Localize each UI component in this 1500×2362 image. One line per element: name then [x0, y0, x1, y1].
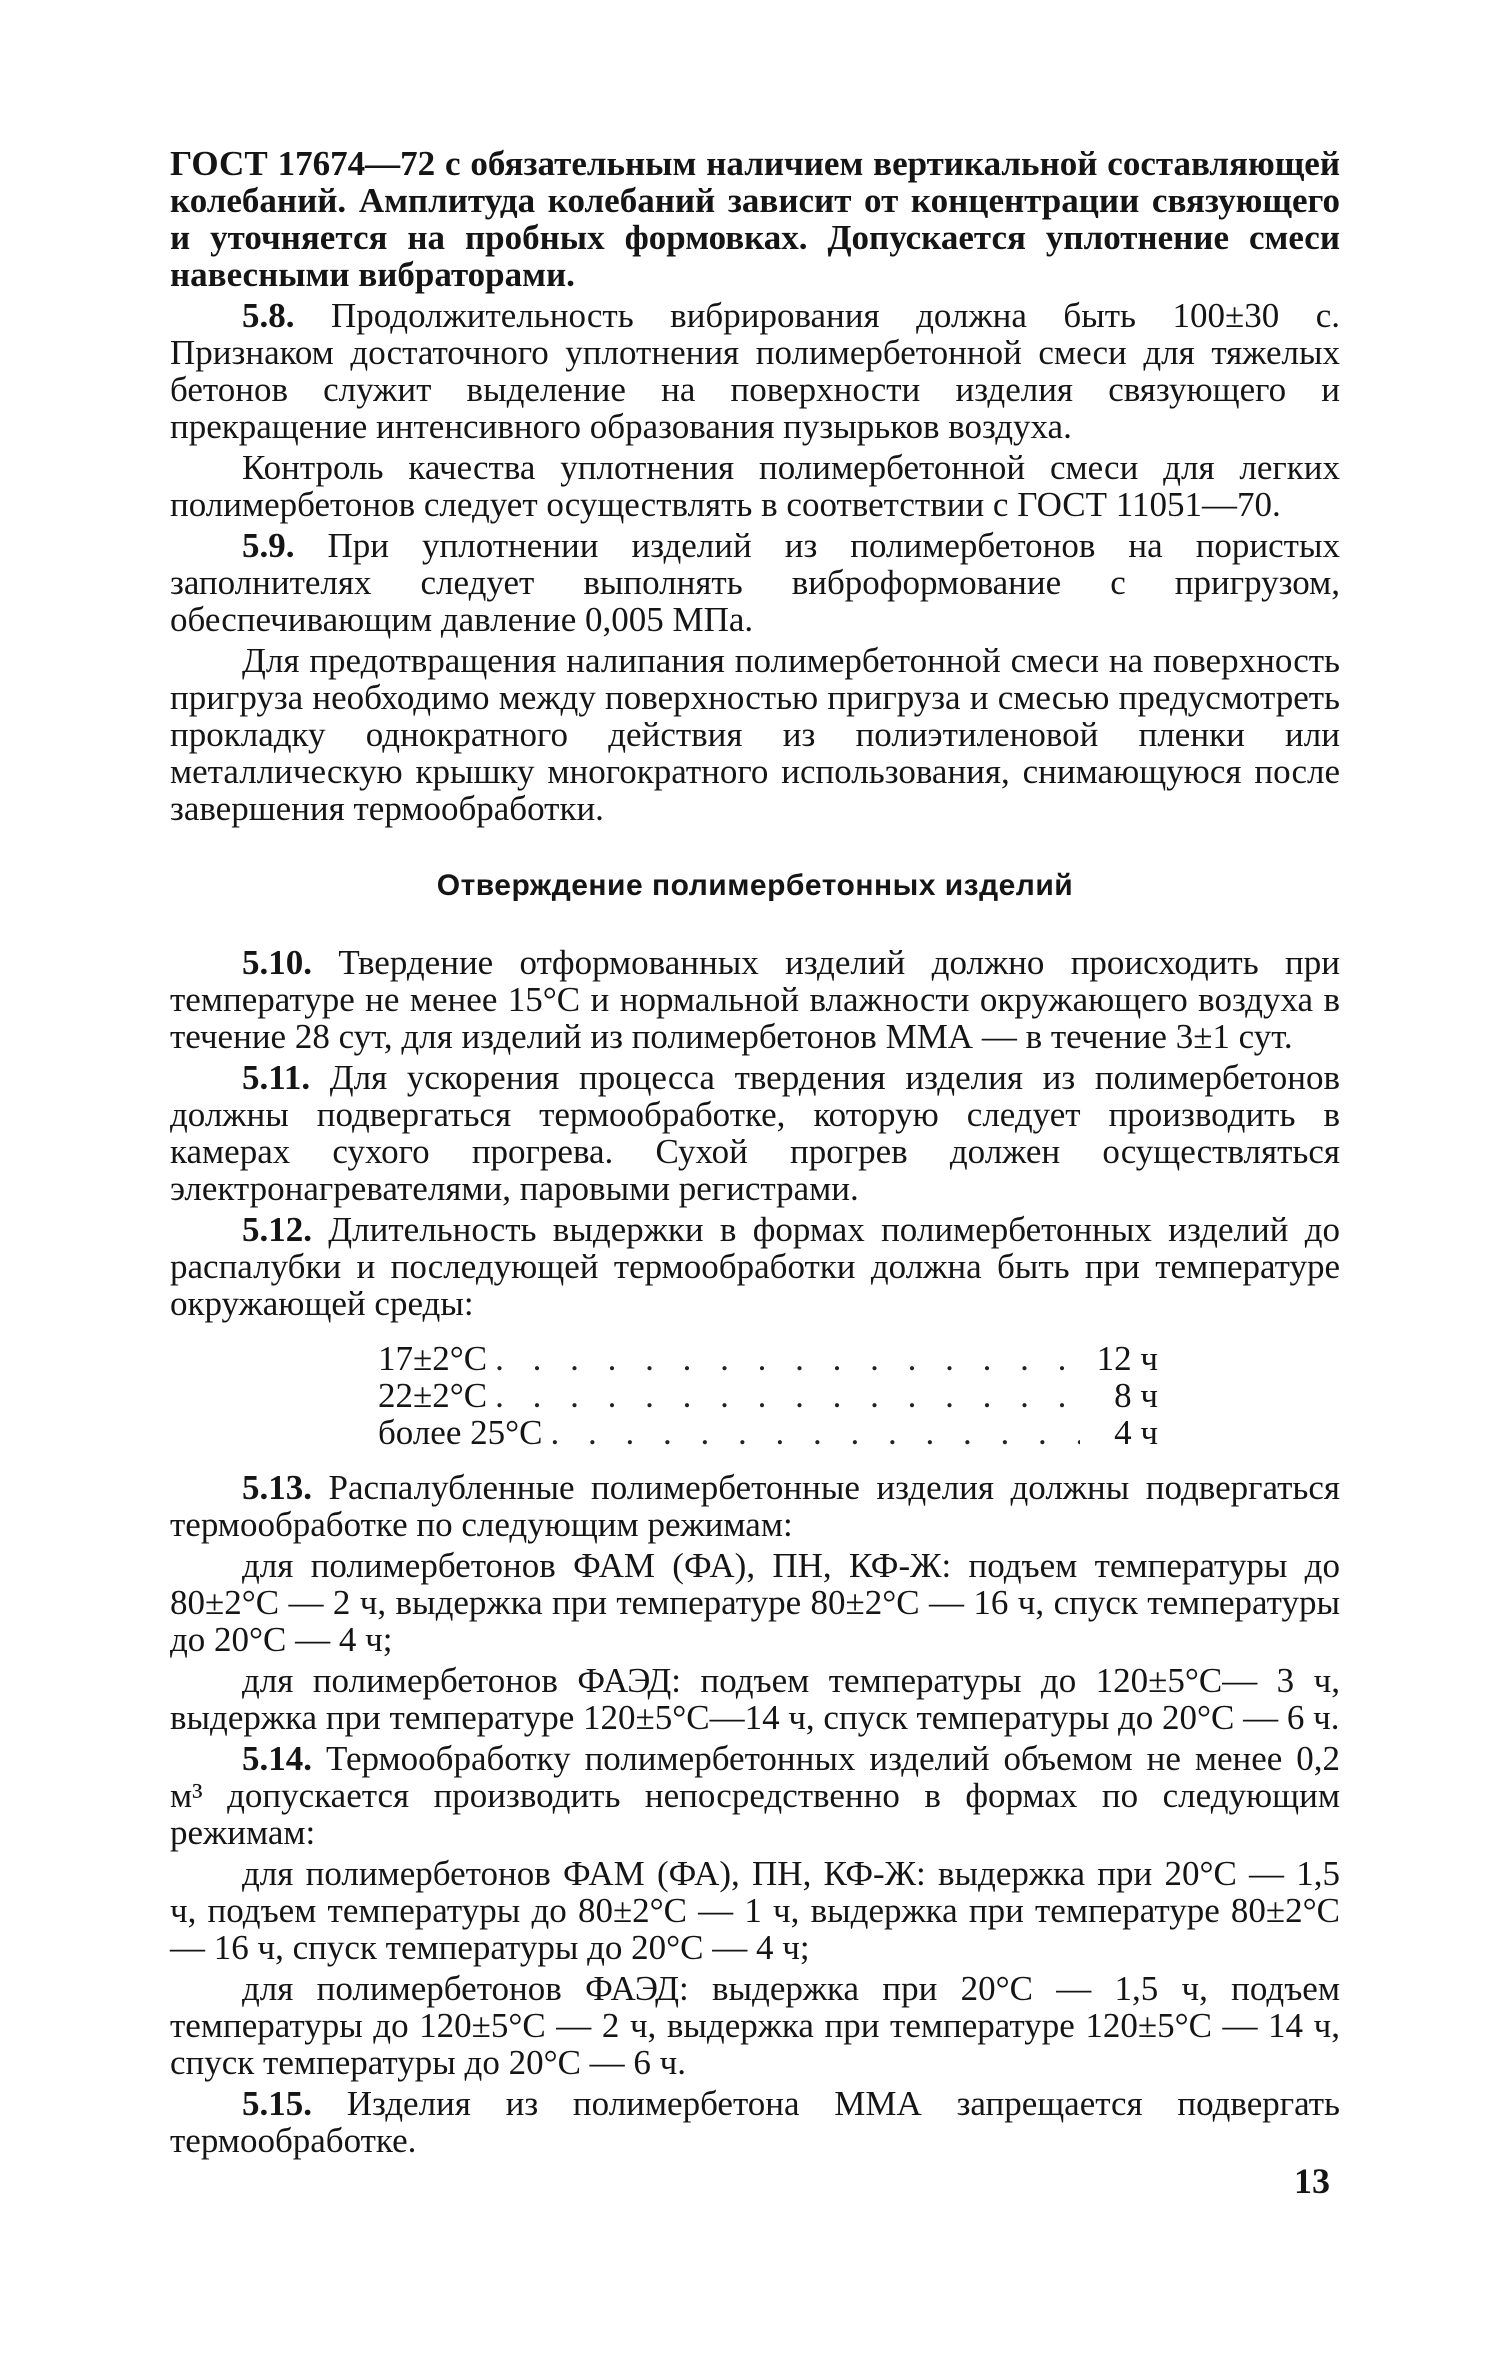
paragraph-text: Для ускорения процесса твердения изделия из полимербетонов должны подвергаться термообработке, которую следует производить в камерах сухого прогрева. Сухой прогрев должен осуществляться электронагревателями, паровыми регистрами. [170, 1058, 1340, 1208]
section-number: 5.9. [242, 526, 295, 565]
table-row [378, 1340, 1158, 1377]
paragraph-text: Длительность выдержки в формах полимербетонных изделий до распалубки и последующей термообработки должна быть при температуре окружающей среды: [170, 1210, 1340, 1323]
paragraph-text: ГОСТ 17674—72 с обязательным наличием вертикальной составляющей колебаний. Амплитуда колебаний зависит от концентрации связующего и уточняется на пробных формовках. Допускается уплотнение смеси навесными вибраторами. [170, 144, 1340, 294]
paragraph-text: При уплотнении изделий из полимербетонов на пористых заполнителях следует выполнять виброформование с пригрузом, обеспечивающим давление 0,005 МПа. [170, 526, 1340, 639]
section-heading: Отверждение полимербетонных изделий [436, 869, 1074, 902]
paragraph-5-13 [170, 1469, 1340, 1543]
temperature-cell: 22±2°С [378, 1376, 488, 1415]
section-number: 5.12. [242, 1210, 312, 1249]
leader-dots [550, 1414, 1080, 1451]
paragraph-text: Распалубленные полимербетонные изделия должны подвергаться термообработке по следующим режимам: [170, 1468, 1340, 1544]
paragraph-quality-control [170, 449, 1340, 523]
page-number: 13 [1294, 2161, 1330, 2201]
paragraph-continuation [170, 145, 1340, 293]
section-number: 5.8. [242, 296, 295, 335]
paragraph-text: Контроль качества уплотнения полимербетонной смеси для легких полимербетонов следует осуществлять в соответствии с ГОСТ 11051—70. [170, 448, 1340, 524]
table-row [378, 1414, 1158, 1451]
paragraph-text: Изделия из полимербетона ММА запрещается подвергать термообработке. [170, 2084, 1340, 2160]
section-number: 5.14. [242, 1739, 312, 1778]
paragraph-text: Термообработку полимербетонных изделий объемом не менее 0,2 м³ допускается производить непосредственно в формах по следующим режимам: [170, 1739, 1340, 1852]
paragraph-5-9 [170, 527, 1340, 638]
paragraph-form-mode-faed [170, 1970, 1340, 2081]
curing-time-table [378, 1340, 1158, 1451]
duration-cell: 8 ч [1114, 1376, 1158, 1415]
leader-dots [495, 1377, 1080, 1414]
paragraph-5-10 [170, 944, 1340, 1055]
paragraph-5-14 [170, 1740, 1340, 1851]
paragraph-text: Для предотвращения налипания полимербетонной смеси на поверхность пригруза необходимо между поверхностью пригруза и смесью предусмотреть прокладку однократного действия из полиэтиленовой пленки или металлическую крышку многократного использования, снимающуюся после завершения термообработки. [170, 641, 1340, 828]
paragraph-text: для полимербетонов ФАЭД: подъем температуры до 120±5°С— 3 ч, выдержка при температуре 120±5°С—14 ч, спуск температуры до 20°С — 6 ч. [170, 1661, 1340, 1737]
paragraph-text: для полимербетонов ФАЭД: выдержка при 20°С — 1,5 ч, подъем температуры до 120±5°С — 2 ч, выдержка при температуре 120±5°С — 14 ч, спуск температуры до 20°С — 6 ч. [170, 1969, 1340, 2082]
paragraph-5-15 [170, 2085, 1340, 2159]
leader-dots [495, 1340, 1080, 1377]
paragraph-text: для полимербетонов ФАМ (ФА), ПН, КФ-Ж: подъем температуры до 80±2°С — 2 ч, выдержка при температуре 80±2°С — 16 ч, спуск температуры до 20°С — 4 ч; [170, 1546, 1340, 1659]
paragraph-text: Твердение отформованных изделий должно происходить при температуре не менее 15°С и нормальной влажности окружающего воздуха в течение 28 сут, для изделий из полимербетонов ММА — в течение 3±1 сут. [170, 943, 1340, 1056]
paragraph-5-11 [170, 1059, 1340, 1207]
section-number: 5.10. [242, 943, 312, 982]
section-number: 5.11. [242, 1058, 311, 1097]
paragraph-form-mode-fam [170, 1855, 1340, 1966]
temperature-cell: 17±2°С [378, 1339, 488, 1378]
paragraph-text: для полимербетонов ФАМ (ФА), ПН, КФ-Ж: выдержка при 20°С — 1,5 ч, подъем температуры до 80±2°С — 1 ч, выдержка при температуре 80±2°С — 16 ч, спуск температуры до 20°С — 4 ч; [170, 1854, 1340, 1967]
table-row [378, 1377, 1158, 1414]
temperature-cell: более 25°С [378, 1413, 543, 1452]
duration-cell: 4 ч [1114, 1413, 1158, 1452]
section-number: 5.15. [242, 2084, 312, 2123]
duration-cell: 12 ч [1096, 1339, 1158, 1378]
paragraph-mode-fam [170, 1547, 1340, 1658]
paragraph-5-8 [170, 297, 1340, 445]
paragraph-mode-faed [170, 1662, 1340, 1736]
paragraph-text: Продолжительность вибрирования должна быть 100±30 с. Признаком достаточного уплотнения полимербетонной смеси для тяжелых бетонов служит выделение на поверхности изделия связующего и прекращение интенсивного образования пузырьков воздуха. [170, 296, 1340, 446]
section-number: 5.13. [242, 1468, 312, 1507]
paragraph-sticking-prevention [170, 642, 1340, 827]
body-text [170, 145, 1340, 2163]
paragraph-5-12 [170, 1211, 1340, 1322]
